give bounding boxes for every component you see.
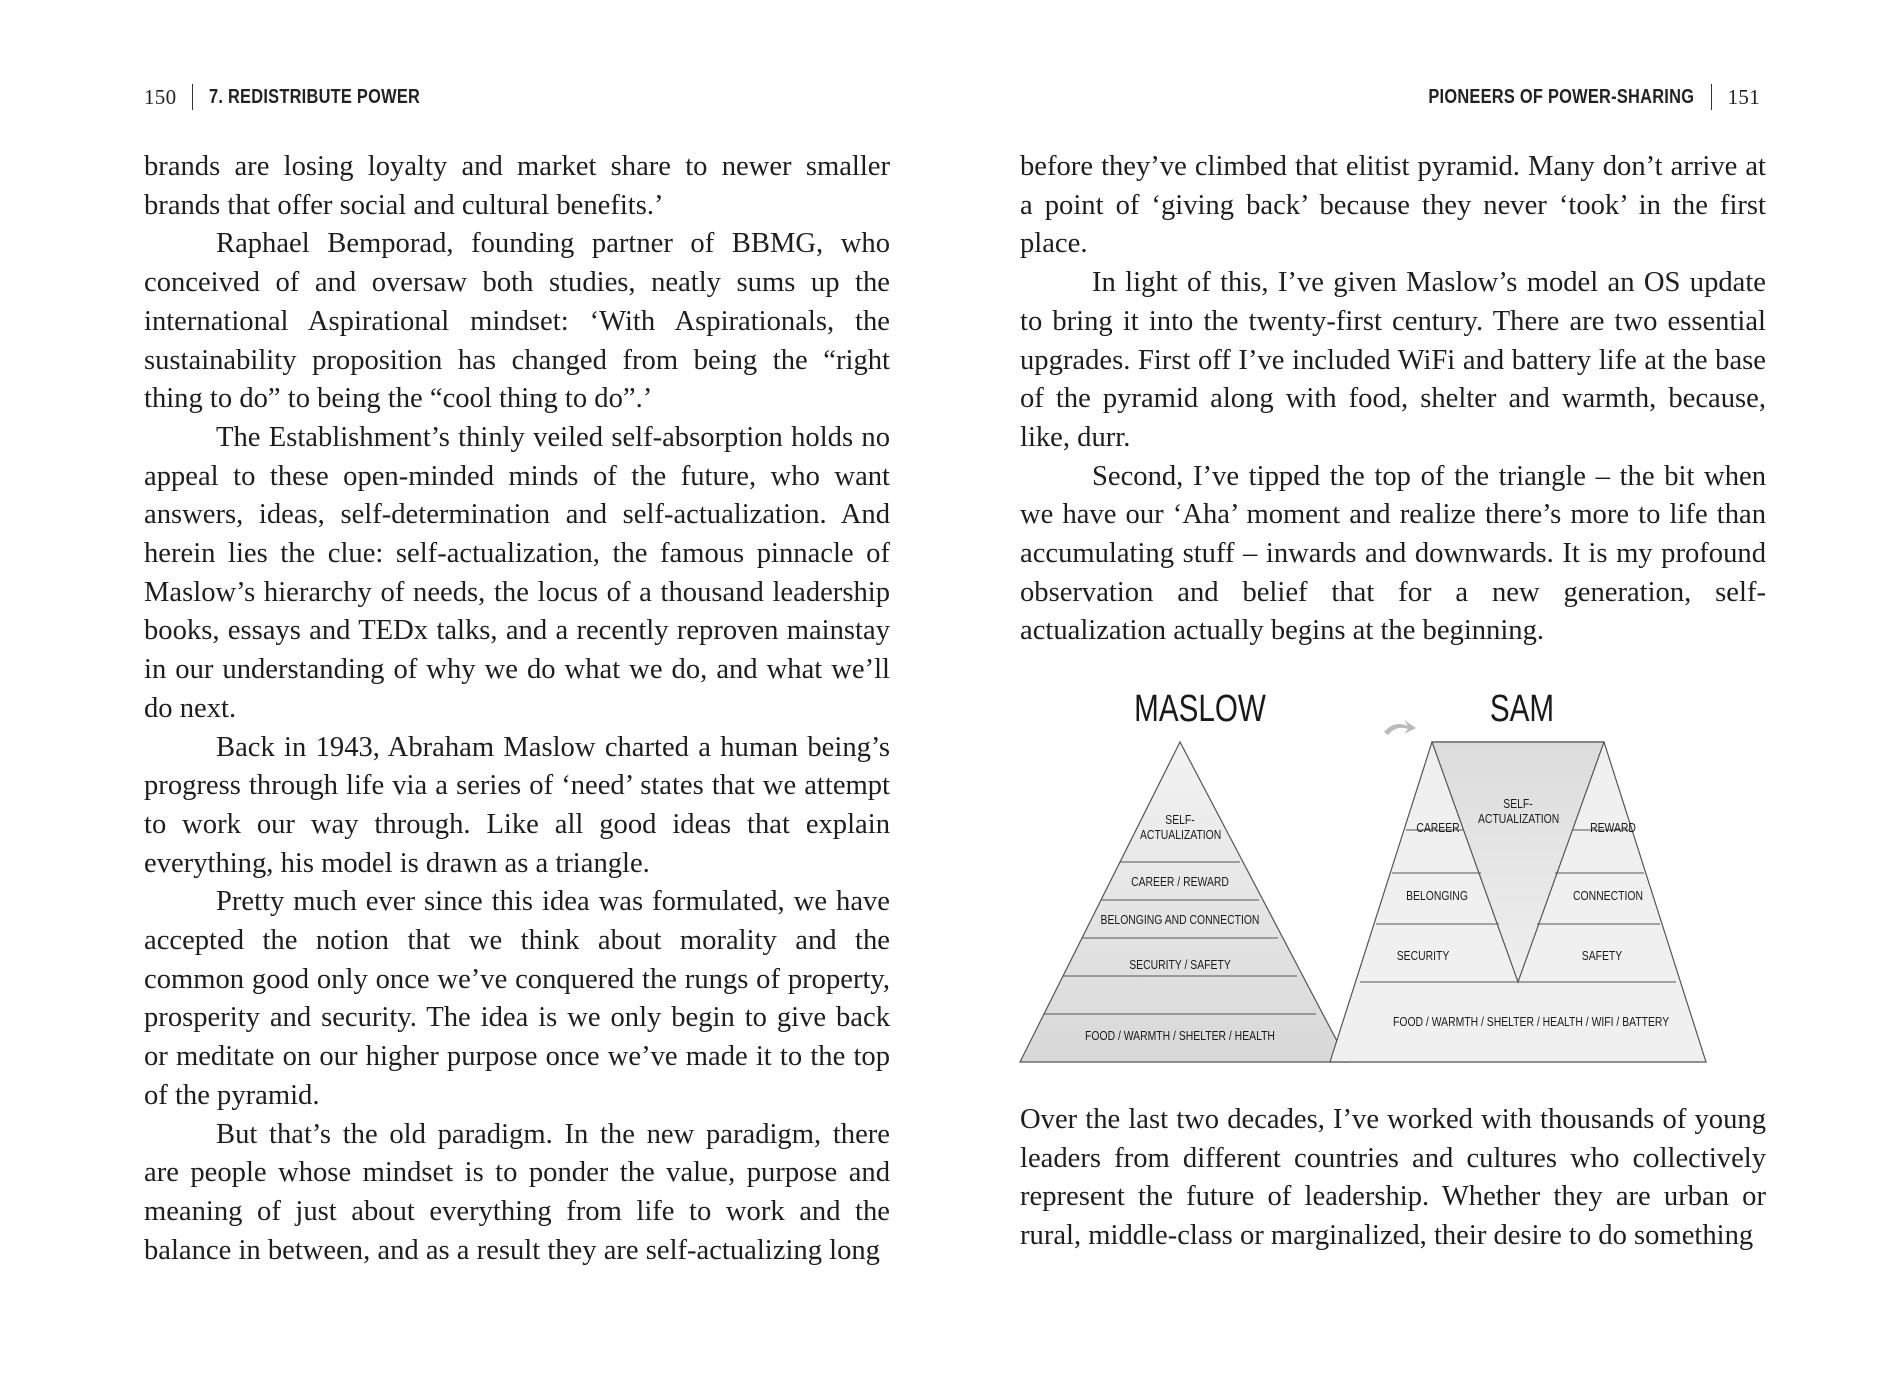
sam-safety-label: SAFETY [1581,948,1623,963]
sam-title: SAM [1489,688,1555,730]
sam-security-label: SECURITY [1396,948,1450,963]
label-line: SELF- [1165,812,1195,827]
paragraph: The Establishment’s thinly veiled self-absorption holds no appeal to these open-minded minds of the future, who want answers, ideas, self-determination and self-actualization. And herein lies the clue: self-actualization, the famous pinnacle of Maslow’s hierarchy of needs, the locus of a thousand leadership books, essays and TEDx talks, and a recently reproven mainstay in our understanding of why we do what we do, and what we’ll do next. [144,421,890,724]
maslow-career-label: CAREER / REWARD [1131,874,1229,889]
maslow-belonging-label: BELONGING AND CONNECTION [1100,912,1260,927]
paragraph: Back in 1943, Abraham Maslow charted a human being’s progress through life via a series of ‘need’ states that we attempt to work our way through. Like all good ideas that explain everything, his model is drawn as a triangle. [144,731,890,879]
left-body-text [144,148,890,1270]
running-head-divider [192,84,193,110]
maslow-base-label: FOOD / WARMTH / SHELTER / HEALTH [1085,1028,1275,1043]
left-running-head [144,84,467,110]
maslow-security-label: SECURITY / SAFETY [1129,957,1231,972]
paragraph: before they’ve climbed that elitist pyramid. Many don’t arrive at a point of ‘giving back’ because they never ‘took’ in the first place. [1020,151,1766,260]
paragraph: In light of this, I’ve given Maslow’s model an OS update to bring it into the twenty-first century. There are two essential upgrades. First off I’ve included WiFi and battery life at the base of the pyramid along with food, shelter and warmth, because, like, durr. [1020,267,1766,453]
paragraph: brands are losing loyalty and market share to newer smaller brands that offer social and cultural benefits.’ [144,151,890,221]
left-page-number: 150 [144,84,177,109]
chapter-title: 7. REDISTRIBUTE POWER [209,85,421,108]
paragraph: Pretty much ever since this idea was formulated, we have accepted the notion that we think about morality and the common good only once we’ve conquered the rungs of property, prosperity and security. The idea is we only begin to give back or meditate on our higher purpose once we’ve made it to the top of the pyramid. [144,886,890,1111]
paragraph: Second, I’ve tipped the top of the triangle – the bit when we have our ‘Aha’ moment and realize there’s more to life than accumulating stuff – inwards and downwards. It is my profound observation and belief that for a new generation, self-actualization actually begins at the beginning. [1020,460,1766,647]
label-line: SELF- [1503,796,1533,811]
section-title: PIONEERS OF POWER-SHARING [1428,85,1695,108]
maslow-title: MASLOW [1134,688,1266,730]
right-body-text [1020,148,1766,651]
sam-base-label: FOOD / WARMTH / SHELTER / HEALTH / WIFI / BATTERY [1393,1014,1670,1029]
sam-connection-label: CONNECTION [1573,888,1643,903]
maslow-self-actualization-label [1140,812,1220,842]
right-running-head [1370,84,1760,110]
maslow-pyramid [1020,742,1348,1062]
right-page [950,0,1900,1398]
right-page-number: 151 [1727,84,1760,109]
sam-reward-label: REWARD [1590,820,1636,835]
sam-self-actualization-label [1478,796,1558,826]
running-head-divider [1711,84,1712,110]
label-line: ACTUALIZATION [1140,827,1222,842]
sam-belonging-label: BELONGING [1406,888,1468,903]
maslow-vs-sam-figure [1012,670,1772,1070]
paragraph: Raphael Bemporad, founding partner of BBMG, who conceived of and oversaw both studies, neatly sums up the international Aspirational mindset: ‘With Aspirationals, the sustainability proposition has changed from being the “right thing to do” to being the “cool thing to do”.’ [144,228,890,415]
sam-career-label: CAREER [1416,820,1460,835]
label-line: ACTUALIZATION [1478,811,1560,826]
paragraph: Over the last two decades, I’ve worked with thousands of young leaders from different countries and cultures who collectively represent the future of leadership. Whether they are urban or rural, middle-class or marginalized, their desire to do something [1020,1104,1766,1252]
paragraph: But that’s the old paradigm. In the new paradigm, there are people whose mindset is to ponder the value, purpose and meaning of just about everything from life to work and the balance in between, and as a result they are self-actualizing long [144,1118,890,1266]
flip-arrow-icon [1384,720,1416,735]
right-bottom-text [1020,1101,1766,1256]
